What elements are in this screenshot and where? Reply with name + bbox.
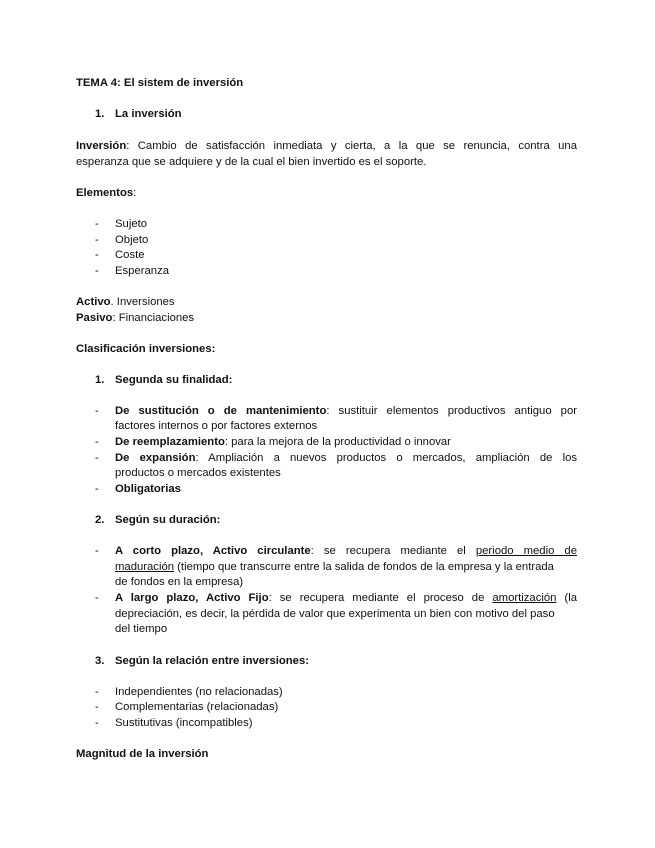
pasivo-line bbox=[76, 311, 577, 327]
activo-line bbox=[76, 295, 577, 311]
section-heading: Según la relación entre inversiones: bbox=[115, 655, 309, 667]
bullet: - bbox=[95, 218, 99, 230]
inversion-text-1: : Cambio de satisfacción inmediata y cierta, a la que se renuncia, contra una bbox=[126, 140, 577, 152]
pasivo-term: Pasivo bbox=[76, 312, 113, 324]
section-number: 3. bbox=[95, 655, 105, 667]
concept-link: amortización bbox=[492, 592, 557, 604]
item-text-continued: de fondos en la empresa) bbox=[115, 576, 244, 588]
bullet: - bbox=[95, 717, 99, 729]
list-item: Sustitutivas (incompatibles) bbox=[115, 717, 253, 729]
list-item bbox=[115, 451, 577, 467]
item-text-continued: depreciación, es decir, la pérdida de valor que experimenta un bien con motivo del paso bbox=[115, 608, 555, 620]
document-title: TEMA 4: El sistem de inversión bbox=[76, 77, 244, 89]
item-term: De reemplazamiento bbox=[115, 436, 225, 448]
item-text: : sustituir elementos productivos antiguo por bbox=[326, 405, 577, 417]
magnitud-heading: Magnitud de la inversión bbox=[76, 748, 209, 760]
item-text: (tiempo que transcurre entre la salida de fondos de la empresa y la entrada bbox=[174, 561, 554, 573]
item-text-continued: del tiempo bbox=[115, 623, 168, 635]
bullet: - bbox=[95, 234, 99, 246]
list-item bbox=[115, 404, 577, 420]
item-text: : se recupera mediante el proceso de bbox=[268, 592, 493, 604]
bullet: - bbox=[95, 436, 99, 448]
section-heading: Según su duración: bbox=[115, 514, 221, 526]
list-item: Independientes (no relacionadas) bbox=[115, 686, 283, 698]
elementos-heading: Elementos bbox=[76, 187, 134, 199]
bullet: - bbox=[95, 701, 99, 713]
list-item bbox=[115, 591, 577, 607]
elementos-heading-line bbox=[76, 186, 577, 202]
inversion-text-2: esperanza que se adquiere y de la cual el bien invertido es el soporte. bbox=[76, 156, 427, 168]
section-number: 1. bbox=[95, 108, 105, 120]
item-text: (la bbox=[556, 592, 577, 604]
list-item bbox=[115, 435, 577, 451]
bullet: - bbox=[95, 249, 99, 261]
bullet: - bbox=[95, 405, 99, 417]
bullet: - bbox=[95, 483, 99, 495]
item-term: A corto plazo, Activo circulante bbox=[115, 545, 311, 557]
item-text-continued bbox=[115, 560, 577, 576]
bullet: - bbox=[95, 452, 99, 464]
list-item: Coste bbox=[115, 249, 145, 261]
section-number: 1. bbox=[95, 374, 105, 386]
section-number: 2. bbox=[95, 514, 105, 526]
item-term: De expansión bbox=[115, 452, 196, 464]
list-item: Sujeto bbox=[115, 218, 148, 230]
item-text-continued: productos o mercados existentes bbox=[115, 467, 281, 479]
item-text: : para la mejora de la productividad o innovar bbox=[224, 436, 451, 448]
list-item: Esperanza bbox=[115, 265, 170, 277]
list-item: Complementarias (relacionadas) bbox=[115, 701, 279, 713]
list-item: Objeto bbox=[115, 234, 149, 246]
bullet: - bbox=[95, 686, 99, 698]
activo-text: . Inversiones bbox=[110, 296, 175, 308]
section-heading: La inversión bbox=[115, 108, 182, 120]
item-term: A largo plazo, Activo Fijo bbox=[115, 592, 269, 604]
clasificacion-heading: Clasificación inversiones: bbox=[76, 343, 216, 355]
concept-link: periodo medio de bbox=[475, 545, 577, 557]
bullet: - bbox=[95, 545, 99, 557]
list-item bbox=[115, 544, 577, 560]
activo-term: Activo bbox=[76, 296, 111, 308]
inversion-definition-line-1 bbox=[76, 139, 577, 155]
concept-link: maduración bbox=[115, 561, 175, 573]
item-text-continued: factores internos o por factores externos bbox=[115, 420, 318, 432]
item-text: : Ampliación a nuevos productos o mercados, ampliación de los bbox=[195, 452, 578, 464]
inversion-term: Inversión bbox=[76, 140, 127, 152]
item-term: De sustitución o de mantenimiento bbox=[115, 405, 327, 417]
list-item: Obligatorias bbox=[115, 483, 181, 495]
item-text: : se recupera mediante el bbox=[310, 545, 476, 557]
pasivo-text: : Financiaciones bbox=[112, 312, 195, 324]
section-heading: Segunda su finalidad: bbox=[115, 374, 233, 386]
bullet: - bbox=[95, 592, 99, 604]
bullet: - bbox=[95, 265, 99, 277]
elementos-colon: : bbox=[133, 187, 137, 199]
